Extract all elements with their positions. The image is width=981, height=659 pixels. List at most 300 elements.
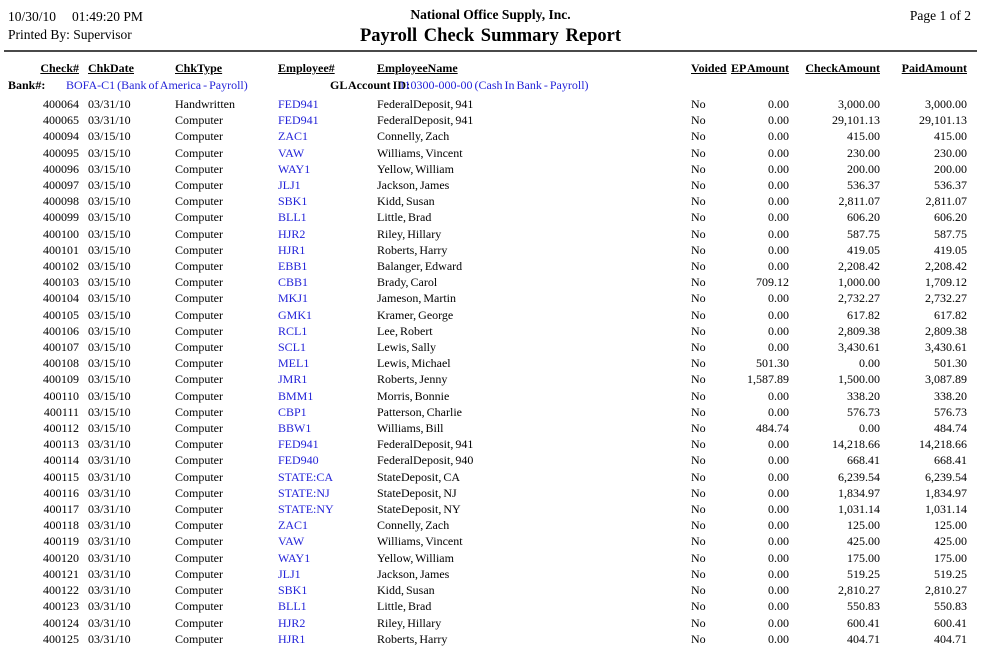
cell-chk-type: Computer xyxy=(175,178,223,193)
cell-chk-date: 03/31/10 xyxy=(88,437,131,452)
cell-check-number: 400116 xyxy=(43,485,79,500)
cell-employee-number-link[interactable]: STATE:NJ xyxy=(278,485,330,500)
report-header xyxy=(0,0,981,50)
table-row xyxy=(0,355,968,371)
cell-employee-number-link[interactable]: WAY1 xyxy=(278,161,311,176)
cell-check-amount: 3,000.00 xyxy=(838,97,880,111)
bank-number-link[interactable]: BOFA-C1 (Bank of America - Payroll) xyxy=(66,78,248,92)
cell-ep-amount: 0.00 xyxy=(768,340,789,355)
cell-employee-number-link[interactable]: BLL1 xyxy=(278,210,307,225)
cell-chk-type: Computer xyxy=(175,469,223,484)
cell-chk-date: 03/15/10 xyxy=(88,388,131,403)
cell-check-amount: 2,811.07 xyxy=(838,194,880,209)
cell-check-amount: 617.82 xyxy=(847,307,880,322)
cell-check-number: 400120 xyxy=(43,550,79,565)
cell-chk-type: Computer xyxy=(175,226,223,241)
cell-paid-amount: 415.00 xyxy=(934,129,967,144)
col-header-paid-amount: PaidAmount xyxy=(901,61,967,75)
cell-employee-number-link[interactable]: MEL1 xyxy=(278,356,310,371)
cell-voided: No xyxy=(691,566,706,581)
cell-paid-amount: 2,809.38 xyxy=(925,323,967,338)
cell-employee-number-link[interactable]: FED940 xyxy=(278,453,319,468)
cell-employee-number-link[interactable]: SBK1 xyxy=(278,583,308,598)
cell-paid-amount: 576.73 xyxy=(934,404,967,419)
cell-check-amount: 125.00 xyxy=(847,518,880,533)
cell-check-number: 400112 xyxy=(43,421,79,436)
cell-ep-amount: 0.00 xyxy=(768,259,789,274)
cell-employee-name: Yellow, William xyxy=(377,550,454,565)
cell-voided: No xyxy=(691,421,706,436)
cell-employee-name: Jackson, James xyxy=(377,566,450,581)
cell-employee-number-link[interactable]: RCL1 xyxy=(278,323,308,338)
cell-employee-name: Lee, Robert xyxy=(377,323,433,338)
col-header-employee-name: EmployeeName xyxy=(377,61,458,75)
cell-employee-number-link[interactable]: HJR2 xyxy=(278,615,306,630)
cell-employee-name: Kidd, Susan xyxy=(377,194,435,209)
col-header-employee-number: Employee# xyxy=(278,61,335,75)
cell-chk-date: 03/31/10 xyxy=(88,97,131,111)
payroll-checks-table xyxy=(0,59,968,647)
printed-date: 10/30/10 xyxy=(8,9,57,24)
cell-voided: No xyxy=(691,210,706,225)
page-indicator: Page 1 of 2 xyxy=(909,8,971,23)
table-row xyxy=(0,631,968,647)
cell-employee-number-link[interactable]: GMK1 xyxy=(278,307,313,322)
table-row xyxy=(0,339,968,355)
cell-voided: No xyxy=(691,340,706,355)
cell-chk-type: Computer xyxy=(175,113,223,128)
cell-check-number: 400097 xyxy=(43,178,79,193)
cell-ep-amount: 0.00 xyxy=(768,485,789,500)
cell-employee-number-link[interactable]: CBP1 xyxy=(278,404,307,419)
cell-employee-name: Connelly, Zach xyxy=(377,518,450,533)
col-header-chk-type: ChkType xyxy=(175,61,223,75)
cell-chk-type: Computer xyxy=(175,404,223,419)
cell-chk-type: Computer xyxy=(175,534,223,549)
cell-paid-amount: 3,430.61 xyxy=(925,340,967,355)
cell-check-amount: 550.83 xyxy=(847,599,880,614)
cell-paid-amount: 501.30 xyxy=(934,356,967,371)
cell-employee-name: Brady, Carol xyxy=(377,275,438,290)
cell-chk-date: 03/15/10 xyxy=(88,275,131,290)
cell-check-amount: 415.00 xyxy=(847,129,880,144)
gl-account-id-label: GL Account ID: xyxy=(330,78,411,92)
cell-check-amount: 419.05 xyxy=(847,242,880,257)
cell-employee-name: StateDeposit, CA xyxy=(377,469,460,484)
table-row xyxy=(0,501,968,517)
cell-check-number: 400107 xyxy=(43,340,79,355)
cell-paid-amount: 14,218.66 xyxy=(919,437,967,452)
cell-chk-type: Computer xyxy=(175,388,223,403)
bank-group-row xyxy=(0,77,968,96)
cell-voided: No xyxy=(691,372,706,387)
cell-chk-type: Computer xyxy=(175,291,223,306)
cell-employee-name: Williams, Vincent xyxy=(377,145,463,160)
cell-employee-number-link[interactable]: BMM1 xyxy=(278,388,314,403)
cell-voided: No xyxy=(691,388,706,403)
cell-check-amount: 1,031.14 xyxy=(838,502,880,517)
cell-employee-name: Roberts, Jenny xyxy=(377,372,448,387)
cell-voided: No xyxy=(691,275,706,290)
cell-chk-date: 03/15/10 xyxy=(88,242,131,257)
cell-employee-number-link[interactable]: WAY1 xyxy=(278,550,311,565)
cell-employee-name: Jackson, James xyxy=(377,178,450,193)
cell-voided: No xyxy=(691,145,706,160)
cell-employee-name: Connelly, Zach xyxy=(377,129,450,144)
cell-ep-amount: 0.00 xyxy=(768,583,789,598)
cell-voided: No xyxy=(691,194,706,209)
cell-chk-date: 03/31/10 xyxy=(88,113,131,128)
cell-chk-date: 03/15/10 xyxy=(88,323,131,338)
cell-employee-name: Patterson, Charlie xyxy=(377,404,462,419)
cell-check-number: 400124 xyxy=(43,615,79,630)
cell-voided: No xyxy=(691,113,706,128)
cell-chk-type: Computer xyxy=(175,275,223,290)
cell-check-number: 400114 xyxy=(43,453,79,468)
cell-check-amount: 576.73 xyxy=(847,404,880,419)
cell-check-number: 400105 xyxy=(43,307,79,322)
cell-voided: No xyxy=(691,485,706,500)
cell-employee-name: Williams, Vincent xyxy=(377,534,463,549)
gl-account-id-link[interactable]: 110300-000-00 (Cash In Bank - Payroll) xyxy=(399,78,589,92)
cell-check-number: 400094 xyxy=(43,129,79,144)
cell-ep-amount: 0.00 xyxy=(768,453,789,468)
cell-check-number: 400125 xyxy=(43,631,79,646)
cell-voided: No xyxy=(691,323,706,338)
cell-check-amount: 230.00 xyxy=(847,145,880,160)
cell-check-amount: 1,500.00 xyxy=(838,372,880,387)
cell-chk-type: Computer xyxy=(175,129,223,144)
cell-employee-number-link[interactable]: FED941 xyxy=(278,97,319,111)
table-row xyxy=(0,598,968,614)
table-row xyxy=(0,550,968,566)
cell-paid-amount: 550.83 xyxy=(934,599,967,614)
cell-chk-type: Computer xyxy=(175,437,223,452)
cell-chk-type: Computer xyxy=(175,307,223,322)
cell-voided: No xyxy=(691,178,706,193)
cell-voided: No xyxy=(691,518,706,533)
cell-employee-number-link[interactable]: ZAC1 xyxy=(278,129,308,144)
cell-chk-type: Computer xyxy=(175,485,223,500)
cell-check-amount: 0.00 xyxy=(859,421,880,436)
table-row xyxy=(0,193,968,209)
cell-check-number: 400106 xyxy=(43,323,79,338)
cell-employee-number-link[interactable]: VAW xyxy=(278,534,305,549)
table-row xyxy=(0,209,968,225)
cell-chk-date: 03/15/10 xyxy=(88,226,131,241)
company-name: National Office Supply, Inc. xyxy=(410,7,571,22)
cell-chk-date: 03/15/10 xyxy=(88,161,131,176)
cell-ep-amount: 0.00 xyxy=(768,388,789,403)
cell-paid-amount: 200.00 xyxy=(934,161,967,176)
cell-employee-number-link[interactable]: MKJ1 xyxy=(278,291,309,306)
cell-chk-date: 03/15/10 xyxy=(88,210,131,225)
printed-by: Printed By: Supervisor xyxy=(8,27,132,42)
col-header-voided: Voided xyxy=(691,61,727,75)
cell-check-number: 400101 xyxy=(43,242,79,257)
cell-chk-date: 03/15/10 xyxy=(88,372,131,387)
cell-chk-date: 03/31/10 xyxy=(88,534,131,549)
cell-voided: No xyxy=(691,97,706,111)
col-header-check-amount: CheckAmount xyxy=(805,61,880,75)
cell-check-number: 400123 xyxy=(43,599,79,614)
cell-check-number: 400098 xyxy=(43,194,79,209)
cell-chk-date: 03/15/10 xyxy=(88,404,131,419)
cell-employee-name: StateDeposit, NY xyxy=(377,502,461,517)
cell-ep-amount: 0.00 xyxy=(768,129,789,144)
cell-employee-name: Kramer, George xyxy=(377,307,454,322)
table-row xyxy=(0,566,968,582)
cell-employee-name: Riley, Hillary xyxy=(377,615,442,630)
cell-employee-name: Little, Brad xyxy=(377,210,432,225)
cell-check-amount: 2,732.27 xyxy=(838,291,880,306)
cell-chk-date: 03/31/10 xyxy=(88,469,131,484)
table-row xyxy=(0,485,968,501)
cell-check-number: 400108 xyxy=(43,356,79,371)
cell-ep-amount: 0.00 xyxy=(768,631,789,646)
cell-employee-number-link[interactable]: BLL1 xyxy=(278,599,307,614)
cell-employee-number-link[interactable]: CBB1 xyxy=(278,275,309,290)
cell-check-amount: 606.20 xyxy=(847,210,880,225)
cell-chk-type: Computer xyxy=(175,502,223,517)
cell-check-amount: 338.20 xyxy=(847,388,880,403)
cell-paid-amount: 587.75 xyxy=(934,226,967,241)
cell-employee-number-link[interactable]: STATE:NY xyxy=(278,502,334,517)
cell-check-number: 400102 xyxy=(43,259,79,274)
cell-voided: No xyxy=(691,534,706,549)
table-row xyxy=(0,112,968,128)
cell-chk-type: Handwritten xyxy=(175,97,235,111)
cell-paid-amount: 1,031.14 xyxy=(925,502,967,517)
cell-chk-date: 03/15/10 xyxy=(88,291,131,306)
cell-ep-amount: 0.00 xyxy=(768,242,789,257)
cell-ep-amount: 0.00 xyxy=(768,534,789,549)
cell-chk-date: 03/31/10 xyxy=(88,599,131,614)
cell-chk-date: 03/31/10 xyxy=(88,550,131,565)
cell-ep-amount: 0.00 xyxy=(768,145,789,160)
report-titles xyxy=(0,7,981,47)
cell-check-number: 400115 xyxy=(43,469,79,484)
cell-check-number: 400110 xyxy=(43,388,79,403)
cell-employee-name: Roberts, Harry xyxy=(377,242,448,257)
cell-employee-number-link[interactable]: HJR1 xyxy=(278,631,306,646)
cell-employee-name: FederalDeposit, 941 xyxy=(377,97,474,111)
cell-employee-number-link[interactable]: SCL1 xyxy=(278,340,307,355)
table-row xyxy=(0,404,968,420)
cell-chk-date: 03/15/10 xyxy=(88,194,131,209)
cell-chk-type: Computer xyxy=(175,145,223,160)
cell-paid-amount: 536.37 xyxy=(934,178,967,193)
cell-chk-type: Computer xyxy=(175,340,223,355)
cell-chk-type: Computer xyxy=(175,356,223,371)
cell-employee-name: Jameson, Martin xyxy=(377,291,456,306)
table-row xyxy=(0,420,968,436)
cell-check-amount: 14,218.66 xyxy=(832,437,880,452)
cell-chk-date: 03/31/10 xyxy=(88,453,131,468)
table-row xyxy=(0,226,968,242)
report-title: Payroll Check Summary Report xyxy=(359,26,622,46)
cell-check-amount: 29,101.13 xyxy=(832,113,880,128)
cell-employee-name: Roberts, Harry xyxy=(377,631,448,646)
cell-ep-amount: 501.30 xyxy=(756,356,789,371)
cell-voided: No xyxy=(691,242,706,257)
cell-check-amount: 175.00 xyxy=(847,550,880,565)
cell-ep-amount: 0.00 xyxy=(768,226,789,241)
cell-check-amount: 536.37 xyxy=(847,178,880,193)
cell-voided: No xyxy=(691,469,706,484)
cell-paid-amount: 404.71 xyxy=(934,631,967,646)
cell-employee-number-link[interactable]: SBK1 xyxy=(278,194,308,209)
col-header-chk-date: ChkDate xyxy=(88,61,135,75)
cell-check-number: 400064 xyxy=(43,97,79,111)
cell-paid-amount: 600.41 xyxy=(934,615,967,630)
cell-voided: No xyxy=(691,129,706,144)
table-row xyxy=(0,145,968,161)
cell-chk-date: 03/15/10 xyxy=(88,145,131,160)
cell-paid-amount: 230.00 xyxy=(934,145,967,160)
cell-employee-name: Yellow, William xyxy=(377,161,454,176)
cell-employee-number-link[interactable]: FED941 xyxy=(278,113,319,128)
cell-check-number: 400119 xyxy=(43,534,79,549)
column-header-row xyxy=(0,59,968,77)
cell-chk-type: Computer xyxy=(175,453,223,468)
cell-check-number: 400117 xyxy=(43,502,79,517)
table-row xyxy=(0,128,968,144)
cell-employee-name: Morris, Bonnie xyxy=(377,388,450,403)
printed-time: 01:49:20 PM xyxy=(72,9,143,24)
cell-chk-date: 03/15/10 xyxy=(88,178,131,193)
cell-employee-name: Riley, Hillary xyxy=(377,226,442,241)
cell-ep-amount: 1,587.89 xyxy=(747,372,789,387)
cell-chk-type: Computer xyxy=(175,566,223,581)
cell-employee-number-link[interactable]: JMR1 xyxy=(278,372,308,387)
cell-check-amount: 519.25 xyxy=(847,566,880,581)
cell-ep-amount: 0.00 xyxy=(768,404,789,419)
bank-number-label: Bank#: xyxy=(8,78,46,92)
cell-employee-number-link[interactable]: HJR2 xyxy=(278,226,306,241)
cell-employee-number-link[interactable]: FED941 xyxy=(278,437,319,452)
cell-chk-type: Computer xyxy=(175,194,223,209)
cell-ep-amount: 0.00 xyxy=(768,97,789,111)
cell-check-amount: 2,809.38 xyxy=(838,323,880,338)
cell-ep-amount: 0.00 xyxy=(768,307,789,322)
cell-employee-name: Little, Brad xyxy=(377,599,432,614)
cell-paid-amount: 606.20 xyxy=(934,210,967,225)
cell-voided: No xyxy=(691,615,706,630)
cell-ep-amount: 0.00 xyxy=(768,502,789,517)
cell-check-amount: 1,000.00 xyxy=(838,275,880,290)
cell-chk-type: Computer xyxy=(175,242,223,257)
cell-check-amount: 0.00 xyxy=(859,356,880,371)
cell-voided: No xyxy=(691,453,706,468)
table-row xyxy=(0,371,968,387)
cell-paid-amount: 668.41 xyxy=(934,453,967,468)
cell-check-number: 400122 xyxy=(43,583,79,598)
cell-employee-number-link[interactable]: HJR1 xyxy=(278,242,306,257)
cell-chk-date: 03/31/10 xyxy=(88,631,131,646)
cell-voided: No xyxy=(691,631,706,646)
cell-check-number: 400104 xyxy=(43,291,79,306)
cell-employee-number-link[interactable]: VAW xyxy=(278,145,305,160)
cell-check-amount: 600.41 xyxy=(847,615,880,630)
cell-employee-number-link[interactable]: JLJ1 xyxy=(278,566,301,581)
cell-employee-name: FederalDeposit, 941 xyxy=(377,113,474,128)
cell-check-amount: 3,430.61 xyxy=(838,340,880,355)
cell-paid-amount: 419.05 xyxy=(934,242,967,257)
cell-employee-number-link[interactable]: EBB1 xyxy=(278,259,308,274)
cell-voided: No xyxy=(691,550,706,565)
cell-employee-number-link[interactable]: STATE:CA xyxy=(278,469,334,484)
cell-employee-number-link[interactable]: JLJ1 xyxy=(278,178,301,193)
cell-chk-date: 03/15/10 xyxy=(88,340,131,355)
cell-ep-amount: 484.74 xyxy=(756,421,789,436)
cell-chk-date: 03/31/10 xyxy=(88,485,131,500)
cell-voided: No xyxy=(691,226,706,241)
cell-employee-name: StateDeposit, NJ xyxy=(377,485,457,500)
cell-check-number: 400109 xyxy=(43,372,79,387)
cell-ep-amount: 0.00 xyxy=(768,437,789,452)
cell-chk-type: Computer xyxy=(175,631,223,646)
cell-chk-type: Computer xyxy=(175,615,223,630)
table-row xyxy=(0,242,968,258)
cell-ep-amount: 0.00 xyxy=(768,194,789,209)
cell-chk-type: Computer xyxy=(175,583,223,598)
table-row xyxy=(0,452,968,468)
cell-check-amount: 587.75 xyxy=(847,226,880,241)
cell-employee-name: Lewis, Michael xyxy=(377,356,451,371)
cell-check-amount: 1,834.97 xyxy=(838,485,880,500)
cell-chk-type: Computer xyxy=(175,259,223,274)
cell-check-number: 400099 xyxy=(43,210,79,225)
cell-check-number: 400113 xyxy=(43,437,79,452)
cell-chk-date: 03/31/10 xyxy=(88,615,131,630)
cell-voided: No xyxy=(691,599,706,614)
cell-paid-amount: 2,810.27 xyxy=(925,583,967,598)
cell-chk-type: Computer xyxy=(175,161,223,176)
table-row xyxy=(0,161,968,177)
cell-paid-amount: 2,208.42 xyxy=(925,259,967,274)
table-row xyxy=(0,258,968,274)
table-body xyxy=(0,96,968,647)
cell-ep-amount: 0.00 xyxy=(768,599,789,614)
cell-ep-amount: 0.00 xyxy=(768,566,789,581)
cell-employee-name: Kidd, Susan xyxy=(377,583,435,598)
cell-chk-date: 03/31/10 xyxy=(88,502,131,517)
cell-chk-type: Computer xyxy=(175,421,223,436)
cell-employee-number-link[interactable]: ZAC1 xyxy=(278,518,308,533)
cell-ep-amount: 0.00 xyxy=(768,210,789,225)
table-row xyxy=(0,290,968,306)
cell-employee-number-link[interactable]: BBW1 xyxy=(278,421,312,436)
cell-voided: No xyxy=(691,404,706,419)
cell-paid-amount: 6,239.54 xyxy=(925,469,967,484)
col-header-check-number: Check# xyxy=(40,61,79,75)
cell-chk-type: Computer xyxy=(175,550,223,565)
cell-paid-amount: 3,087.89 xyxy=(925,372,967,387)
cell-voided: No xyxy=(691,161,706,176)
cell-check-amount: 6,239.54 xyxy=(838,469,880,484)
cell-chk-date: 03/15/10 xyxy=(88,421,131,436)
cell-ep-amount: 0.00 xyxy=(768,323,789,338)
table-row xyxy=(0,533,968,549)
table-row xyxy=(0,469,968,485)
cell-voided: No xyxy=(691,356,706,371)
cell-chk-date: 03/15/10 xyxy=(88,259,131,274)
cell-check-number: 400100 xyxy=(43,226,79,241)
cell-chk-date: 03/31/10 xyxy=(88,518,131,533)
cell-chk-type: Computer xyxy=(175,599,223,614)
table-row xyxy=(0,615,968,631)
